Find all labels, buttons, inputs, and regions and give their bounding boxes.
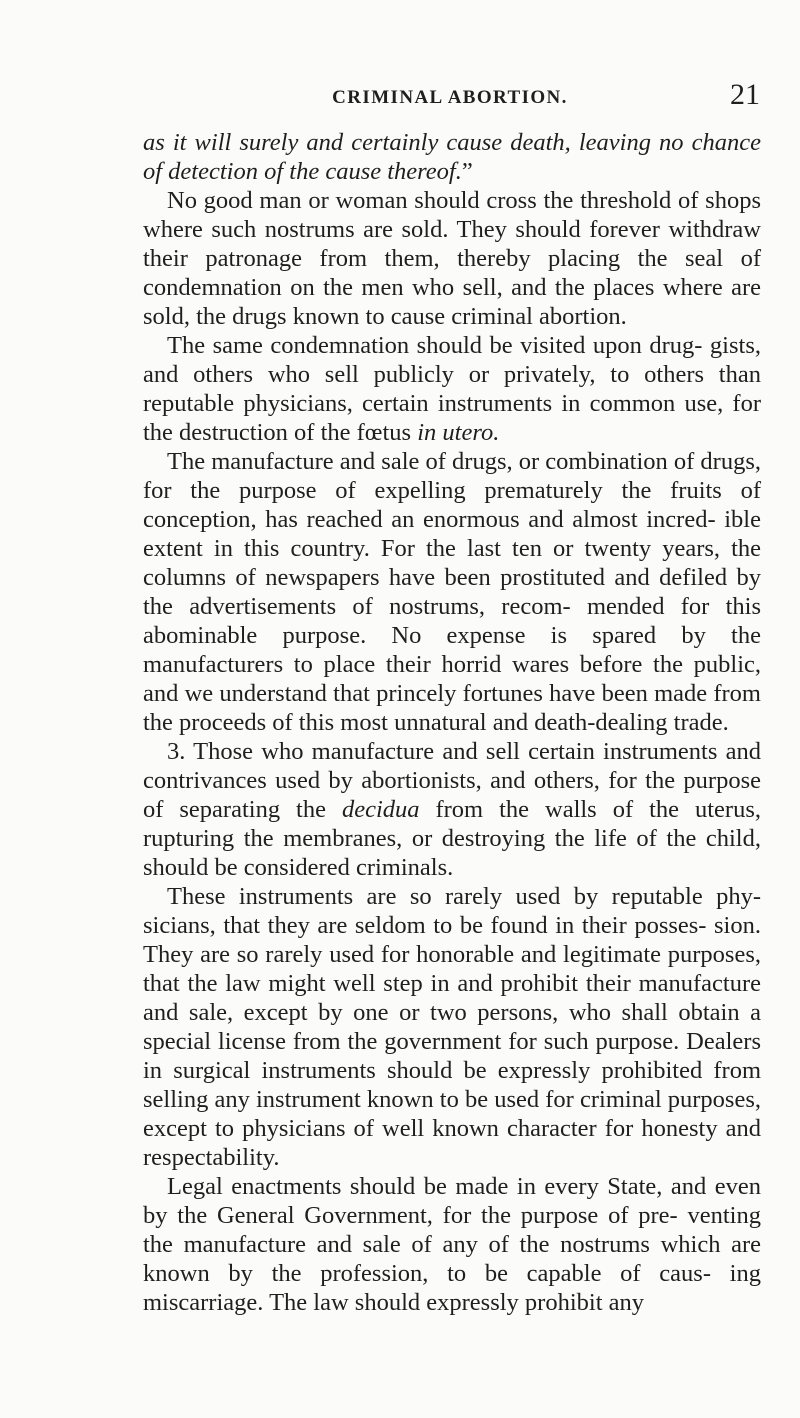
paragraph-text: The same condemnation should be visited upon drug- gists, and others who sell publicly or privately, to others than reputable physicians, certain instruments in common use, for the destruction of the fœtus xyxy=(143,332,761,446)
paragraph xyxy=(143,737,761,882)
paragraph-text-italic: decidua xyxy=(341,796,420,823)
paragraph xyxy=(143,447,761,737)
paragraph-text: The manufacture and sale of drugs, or combination of drugs, for the purpose of expelling prematurely the fruits of conception, has reached an enormous and almost incred- ible extent in this country. For the last ten or twenty years, the columns of newspapers have been prostituted and defiled by the advertisements of nostrums, recom- mended for this abominable purpose. No expense is spared by the manufacturers to place their horrid wares before the public, and we understand that princely fortunes have been made from the proceeds of this most unnatural and death-dealing trade. xyxy=(143,448,761,736)
paragraph-text: Legal enactments should be made in every State, and even by the General Government, for the purpose of pre- venting the manufacture and sale of any of the nostrums which are known by the profession, to be capable of caus- ing miscarriage. The law should expressly prohibit any xyxy=(143,1173,761,1316)
paragraph-text: 3. Those who manufacture and sell certain instruments and contrivances used by abortionists, and others, for the purpose of separating the xyxy=(143,738,761,823)
page-number: 21 xyxy=(730,78,760,111)
running-head xyxy=(140,78,760,122)
paragraph xyxy=(143,882,761,1172)
paragraph-text-italic: as it will surely and certainly cause death, leaving no chance of detection of the cause thereof. xyxy=(143,129,761,185)
paragraph xyxy=(143,1172,761,1317)
paragraph-text-italic: in utero. xyxy=(417,419,500,446)
paragraph-text: No good man or woman should cross the threshold of shops where such nostrums are sold. They should forever withdraw their patronage from them, thereby placing the seal of condemnation on the men who sell, and the places where are sold, the drugs known to cause criminal abortion. xyxy=(143,187,761,330)
paragraph xyxy=(143,331,761,447)
paragraph-continuation xyxy=(143,128,761,186)
body-text xyxy=(143,128,761,1317)
paragraph-text: These instruments are so rarely used by reputable phy- sicians, that they are seldom to be found in their posses- sion. They are so rarely used for honorable and legitimate purposes, that the law might well step in and prohibit their manufacture and sale, except by one or two persons, who shall obtain a special license from the government for such purpose. Dealers in surgical instruments should be expressly prohibited from selling any instrument known to be used for criminal purposes, except to physicians of well known character for honesty and respectability. xyxy=(143,883,761,1171)
paragraph-text: from the walls of the uterus, rupturing the membranes, or destroying the life of the child, should be considered criminals. xyxy=(143,796,761,881)
running-title: CRIMINAL ABORTION. xyxy=(332,87,568,108)
closing-quote: ” xyxy=(461,158,473,185)
paragraph xyxy=(143,186,761,331)
